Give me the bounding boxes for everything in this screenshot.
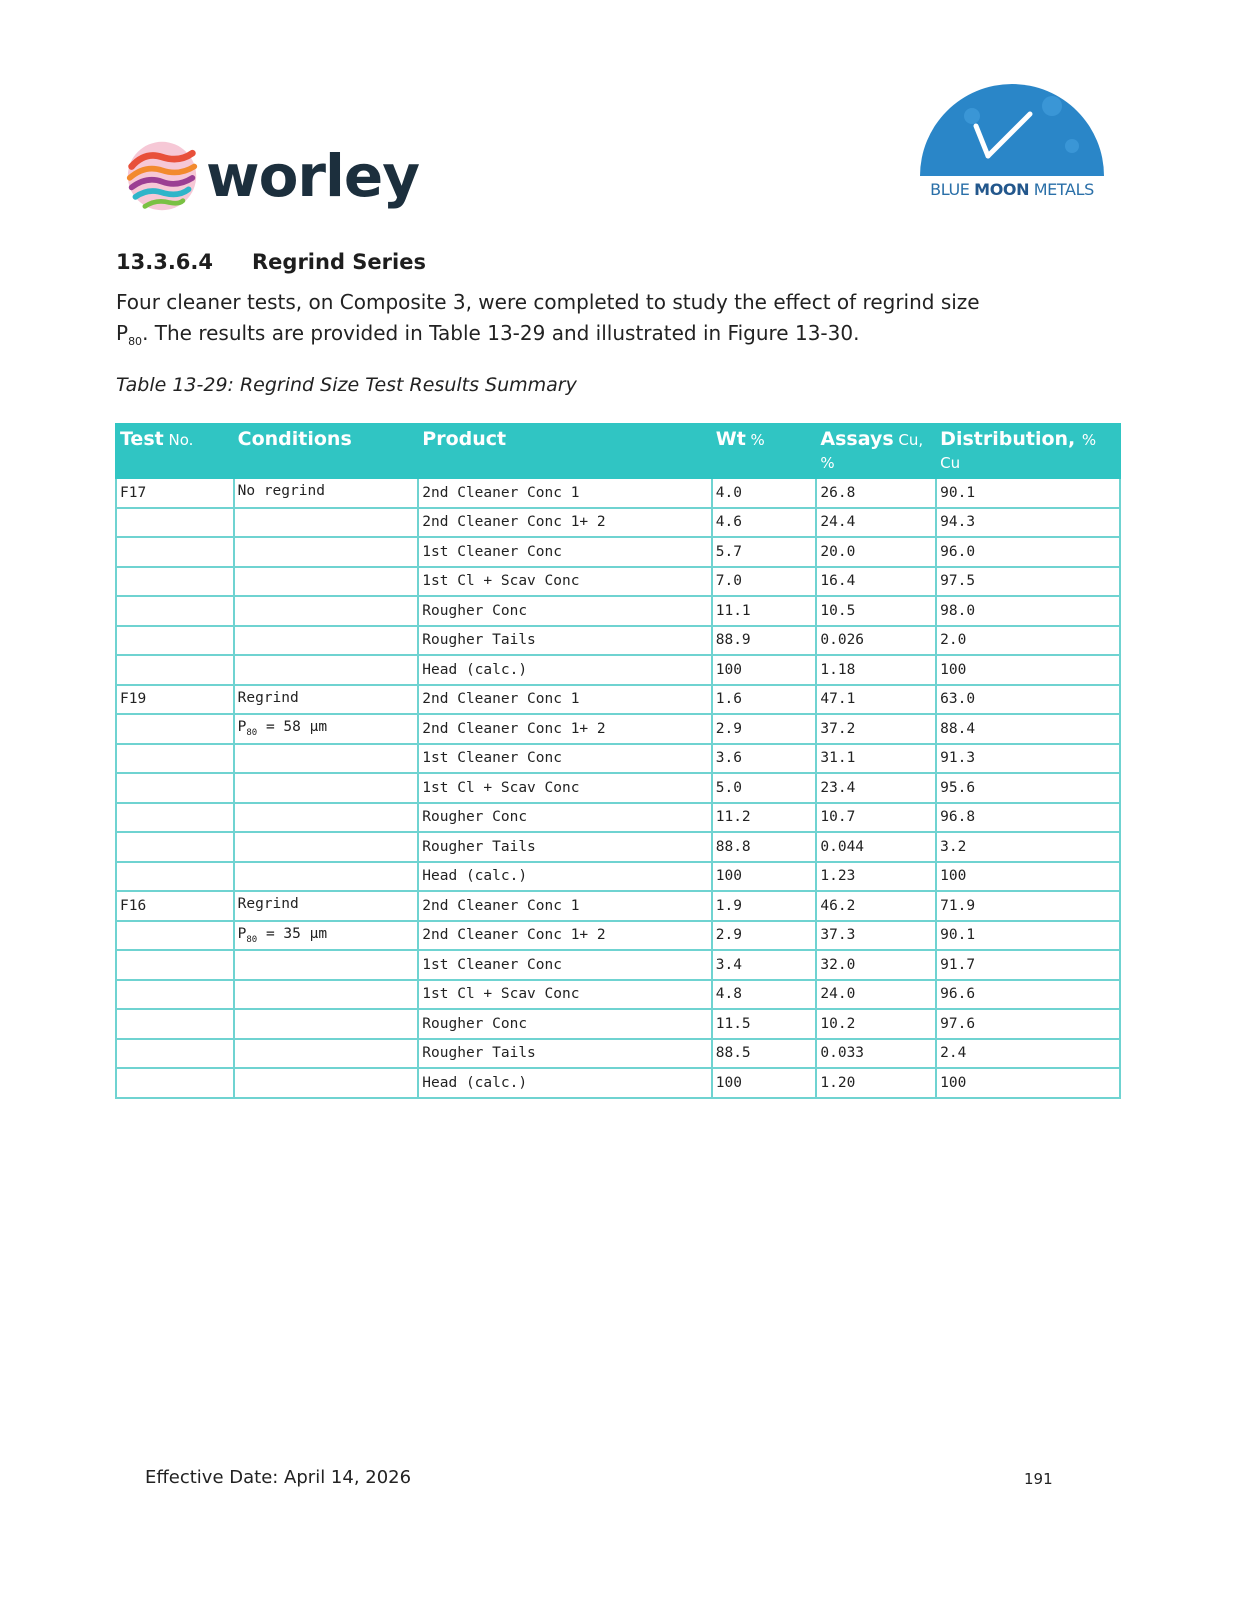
cell-wt-percent: 88.5 [712, 1039, 817, 1069]
cell-wt-percent: 5.7 [712, 537, 817, 567]
cell-test-no: F16 [116, 891, 234, 921]
cell-conditions: $P_{80} = 35$ µm [234, 921, 419, 951]
cell-wt-percent: 100 [712, 1068, 817, 1098]
worley-swirl-icon [124, 138, 200, 214]
cell-product: 2nd Cleaner Conc 1+ 2 [418, 921, 711, 951]
cell-assay-cu: 24.4 [816, 508, 936, 538]
cell-distribution-cu: 71.9 [936, 891, 1120, 921]
cell-distribution-cu: 2.4 [936, 1039, 1120, 1069]
cell-test-no [116, 980, 234, 1010]
results-table [115, 423, 1121, 1099]
cell-wt-percent: 3.6 [712, 744, 817, 774]
header-assays: Assays Cu, % [816, 424, 936, 478]
cell-wt-percent: 11.1 [712, 596, 817, 626]
logo-text-metals: METALS [1029, 180, 1094, 199]
cell-distribution-cu: 96.8 [936, 803, 1120, 833]
cell-wt-percent: 1.9 [712, 891, 817, 921]
cell-distribution-cu: 97.6 [936, 1009, 1120, 1039]
table-row [116, 567, 1120, 597]
table-row [116, 508, 1120, 538]
cell-test-no [116, 832, 234, 862]
cell-assay-cu: 16.4 [816, 567, 936, 597]
cell-assay-cu: 10.2 [816, 1009, 936, 1039]
cell-distribution-cu: 94.3 [936, 508, 1120, 538]
cell-wt-percent: 4.0 [712, 478, 817, 508]
cell-assay-cu: 24.0 [816, 980, 936, 1010]
blue-moon-metals-logo [912, 76, 1112, 206]
cell-conditions [234, 832, 419, 862]
cell-product: Head (calc.) [418, 862, 711, 892]
cell-test-no [116, 596, 234, 626]
table-row [116, 596, 1120, 626]
cell-product: 2nd Cleaner Conc 1+ 2 [418, 508, 711, 538]
cell-wt-percent: 2.9 [712, 921, 817, 951]
cell-product: 1st Cl + Scav Conc [418, 773, 711, 803]
cell-test-no [116, 567, 234, 597]
cell-test-no [116, 950, 234, 980]
cell-product: Rougher Tails [418, 1039, 711, 1069]
cell-product: Head (calc.) [418, 1068, 711, 1098]
cell-conditions [234, 655, 419, 685]
table-row [116, 1009, 1120, 1039]
cell-distribution-cu: 98.0 [936, 596, 1120, 626]
cell-distribution-cu: 95.6 [936, 773, 1120, 803]
cell-distribution-cu: 100 [936, 655, 1120, 685]
cell-assay-cu: 37.3 [816, 921, 936, 951]
cell-product: 2nd Cleaner Conc 1+ 2 [418, 714, 711, 744]
table-row [116, 950, 1120, 980]
cell-conditions [234, 773, 419, 803]
table-row [116, 714, 1120, 744]
header-wt: Wt % [712, 424, 817, 478]
cell-distribution-cu: 3.2 [936, 832, 1120, 862]
cell-distribution-cu: 100 [936, 862, 1120, 892]
table-row [116, 803, 1120, 833]
cell-test-no [116, 626, 234, 656]
cell-wt-percent: 100 [712, 655, 817, 685]
cell-test-no [116, 773, 234, 803]
cell-product: Rougher Conc [418, 803, 711, 833]
effective-date: Effective Date: April 14, 2026 [145, 1467, 412, 1488]
cell-conditions [234, 1068, 419, 1098]
cell-assay-cu: 0.033 [816, 1039, 936, 1069]
cell-distribution-cu: 63.0 [936, 685, 1120, 715]
cell-conditions [234, 744, 419, 774]
cell-conditions [234, 508, 419, 538]
cell-assay-cu: 0.026 [816, 626, 936, 656]
cell-wt-percent: 3.4 [712, 950, 817, 980]
cell-wt-percent: 1.6 [712, 685, 817, 715]
table-row [116, 1039, 1120, 1069]
table-row [116, 537, 1120, 567]
header-product: Product [418, 424, 711, 478]
cell-test-no [116, 537, 234, 567]
cell-conditions [234, 537, 419, 567]
cell-distribution-cu: 100 [936, 1068, 1120, 1098]
cell-conditions [234, 803, 419, 833]
cell-product: Rougher Tails [418, 626, 711, 656]
cell-product: 2nd Cleaner Conc 1 [418, 685, 711, 715]
moon-clock-icon [912, 76, 1112, 180]
table-row [116, 862, 1120, 892]
cell-assay-cu: 47.1 [816, 685, 936, 715]
cell-product: 1st Cleaner Conc [418, 950, 711, 980]
cell-test-no [116, 1039, 234, 1069]
cell-conditions [234, 1009, 419, 1039]
cell-conditions: $P_{80} = 58$ µm [234, 714, 419, 744]
cell-wt-percent: 11.2 [712, 803, 817, 833]
worley-wordmark: worley [206, 142, 420, 210]
cell-wt-percent: 100 [712, 862, 817, 892]
section-title: Regrind Series [252, 250, 426, 274]
cell-test-no [116, 1068, 234, 1098]
cell-wt-percent: 5.0 [712, 773, 817, 803]
worley-logo [124, 136, 419, 216]
para-p: P [116, 321, 129, 345]
cell-product: Head (calc.) [418, 655, 711, 685]
cell-product: 1st Cleaner Conc [418, 744, 711, 774]
table-row [116, 744, 1120, 774]
table-header-row [116, 424, 1120, 478]
cell-assay-cu: 10.5 [816, 596, 936, 626]
cell-assay-cu: 37.2 [816, 714, 936, 744]
logo-text-moon: MOON [974, 180, 1030, 199]
table-row [116, 773, 1120, 803]
cell-conditions [234, 567, 419, 597]
cell-test-no [116, 744, 234, 774]
body-paragraph [116, 287, 1116, 357]
cell-assay-cu: 20.0 [816, 537, 936, 567]
table-row [116, 891, 1120, 921]
cell-assay-cu: 23.4 [816, 773, 936, 803]
cell-distribution-cu: 97.5 [936, 567, 1120, 597]
cell-wt-percent: 11.5 [712, 1009, 817, 1039]
cell-test-no: F17 [116, 478, 234, 508]
cell-distribution-cu: 91.7 [936, 950, 1120, 980]
cell-distribution-cu: 90.1 [936, 921, 1120, 951]
cell-conditions: No regrind [234, 478, 419, 508]
para-subscript: 80 [128, 335, 143, 348]
cell-assay-cu: 1.23 [816, 862, 936, 892]
cell-product: 2nd Cleaner Conc 1 [418, 891, 711, 921]
section-heading [116, 250, 426, 274]
table-row [116, 1068, 1120, 1098]
cell-assay-cu: 46.2 [816, 891, 936, 921]
cell-distribution-cu: 96.0 [936, 537, 1120, 567]
para-line-2: . The results are provided in Table 13-29 and illustrated in Figure 13-30. [142, 321, 860, 345]
cell-product: 1st Cleaner Conc [418, 537, 711, 567]
cell-distribution-cu: 96.6 [936, 980, 1120, 1010]
cell-distribution-cu: 90.1 [936, 478, 1120, 508]
cell-wt-percent: 7.0 [712, 567, 817, 597]
cell-test-no: F19 [116, 685, 234, 715]
table-row [116, 685, 1120, 715]
cell-distribution-cu: 2.0 [936, 626, 1120, 656]
cell-product: 2nd Cleaner Conc 1 [418, 478, 711, 508]
cell-conditions [234, 950, 419, 980]
cell-conditions [234, 1039, 419, 1069]
cell-test-no [116, 1009, 234, 1039]
cell-wt-percent: 4.6 [712, 508, 817, 538]
cell-conditions [234, 626, 419, 656]
cell-product: 1st Cl + Scav Conc [418, 567, 711, 597]
page-number: 191 [1024, 1470, 1053, 1488]
cell-conditions [234, 862, 419, 892]
cell-conditions: Regrind [234, 891, 419, 921]
table-caption: Table 13-29: Regrind Size Test Results Summary [116, 374, 577, 396]
logo-text-blue: BLUE [930, 180, 975, 199]
table-row [116, 921, 1120, 951]
cell-distribution-cu: 91.3 [936, 744, 1120, 774]
para-line-1: Four cleaner tests, on Composite 3, were completed to study the effect of regrind size [116, 290, 980, 314]
cell-conditions: Regrind [234, 685, 419, 715]
cell-product: Rougher Conc [418, 596, 711, 626]
section-number: 13.3.6.4 [116, 250, 213, 274]
cell-test-no [116, 714, 234, 744]
cell-assay-cu: 1.20 [816, 1068, 936, 1098]
cell-distribution-cu: 88.4 [936, 714, 1120, 744]
cell-product: Rougher Tails [418, 832, 711, 862]
header-conditions: Conditions [234, 424, 419, 478]
cell-wt-percent: 88.8 [712, 832, 817, 862]
cell-conditions [234, 980, 419, 1010]
header-test-no: Test No. [116, 424, 234, 478]
cell-test-no [116, 862, 234, 892]
cell-assay-cu: 26.8 [816, 478, 936, 508]
cell-wt-percent: 2.9 [712, 714, 817, 744]
cell-assay-cu: 31.1 [816, 744, 936, 774]
table-row [116, 980, 1120, 1010]
cell-product: Rougher Conc [418, 1009, 711, 1039]
cell-test-no [116, 655, 234, 685]
table-row [116, 478, 1120, 508]
cell-conditions [234, 596, 419, 626]
cell-wt-percent: 88.9 [712, 626, 817, 656]
table-row [116, 832, 1120, 862]
cell-assay-cu: 10.7 [816, 803, 936, 833]
cell-assay-cu: 0.044 [816, 832, 936, 862]
cell-test-no [116, 803, 234, 833]
cell-test-no [116, 508, 234, 538]
header-distribution: Distribution, % Cu [936, 424, 1120, 478]
cell-wt-percent: 4.8 [712, 980, 817, 1010]
cell-assay-cu: 1.18 [816, 655, 936, 685]
table-row [116, 626, 1120, 656]
table-row [116, 655, 1120, 685]
cell-assay-cu: 32.0 [816, 950, 936, 980]
cell-product: 1st Cl + Scav Conc [418, 980, 711, 1010]
cell-test-no [116, 921, 234, 951]
